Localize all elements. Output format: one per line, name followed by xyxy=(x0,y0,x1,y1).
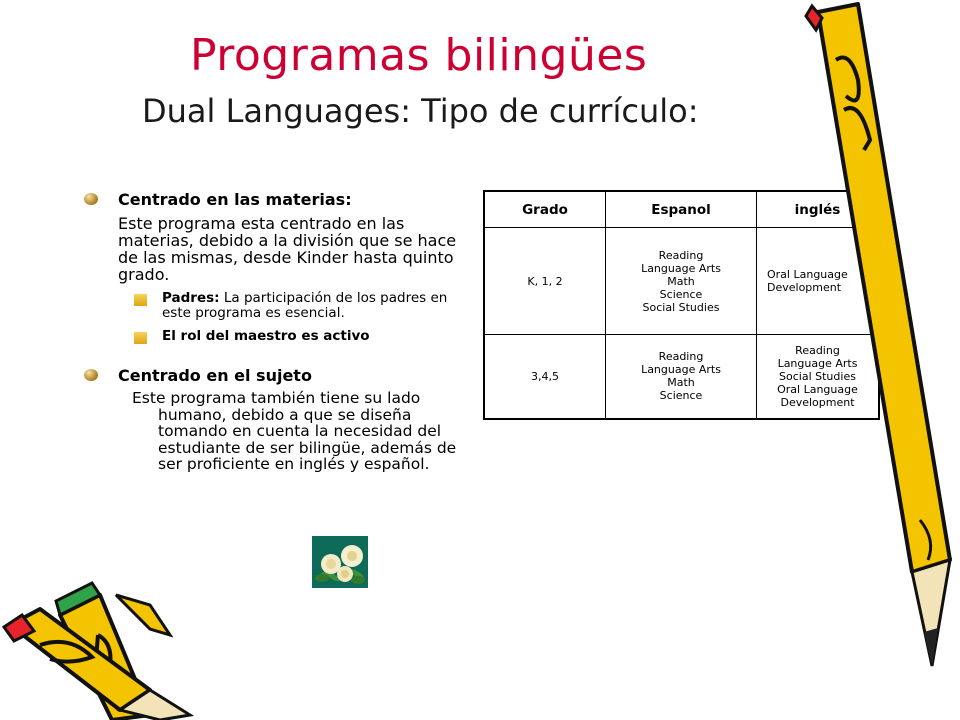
slide-subtitle: Dual Languages: Tipo de currículo: xyxy=(142,92,699,130)
header-grado: Grado xyxy=(484,191,606,228)
header-espanol: Espanol xyxy=(606,191,757,228)
bullet-heading-sujeto xyxy=(80,366,460,385)
padres-text: La participación de los padres en este programa es esencial. xyxy=(162,290,448,321)
pencil-icon xyxy=(0,575,200,720)
cell-grado: K, 1, 2 xyxy=(484,228,606,335)
sujeto-rest: humano, debido a que se diseña tomando en cuenta la necesidad del estudiante de ser bilingüe, además de ser proficiente en inglés y español. xyxy=(158,405,457,473)
sub-bullet-padres xyxy=(162,291,460,321)
cell-espanol: Reading Language Arts Math Science Social Studies xyxy=(606,228,757,335)
heading-materias-text: Centrado en las materias: xyxy=(118,190,352,209)
heading-sujeto-text: Centrado en el sujeto xyxy=(118,366,312,385)
sub-bullet-icon xyxy=(134,294,147,306)
cell-grado: 3,4,5 xyxy=(484,335,606,419)
pencil-icon xyxy=(800,0,960,720)
padres-label: Padres: xyxy=(162,290,220,306)
slide-body xyxy=(80,190,460,473)
bullet-orb-icon xyxy=(84,369,98,381)
cell-ingles: Reading Language Arts Social Studies Oral Language Development xyxy=(757,335,880,419)
cell-espanol: Reading Language Arts Math Science xyxy=(606,335,757,419)
sub-bullet-maestro xyxy=(162,329,460,344)
bullet-orb-icon xyxy=(84,193,98,205)
maestro-text: El rol del maestro es activo xyxy=(162,328,370,344)
paragraph-sujeto xyxy=(132,390,460,473)
bullet-heading-materias xyxy=(80,190,460,209)
sujeto-line1: Este programa también tiene su lado xyxy=(132,389,421,407)
flower-clipart-icon xyxy=(312,536,368,588)
cell-ingles: Oral Language Development xyxy=(757,228,880,335)
sub-bullet-icon xyxy=(134,332,147,344)
paragraph-materias: Este programa esta centrado en las materias, debido a la división que se hace de las mismas, desde Kinder hasta quinto grado. xyxy=(118,214,457,284)
slide-title: Programas bilingües xyxy=(190,30,648,81)
header-ingles: inglés xyxy=(757,191,880,228)
